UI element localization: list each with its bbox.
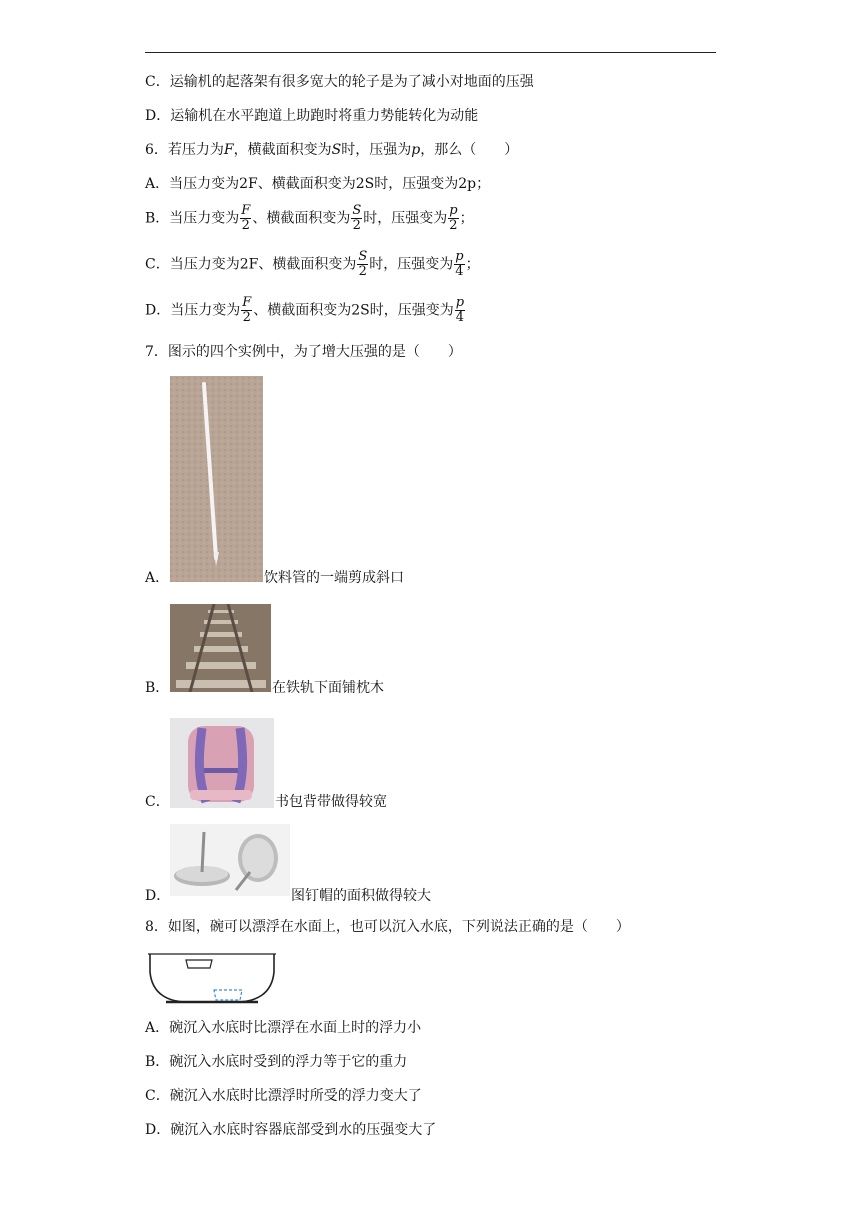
q7-option-d-caption: 图钉帽的面积做得较大 (291, 888, 431, 904)
q6-option-a: A．当压力变为2F、横截面积变为2S时，压强变为2p； (145, 176, 491, 192)
q8-option-b: B．碗沉入水底时受到的浮力等于它的重力 (145, 1054, 408, 1070)
straw-image (170, 376, 263, 582)
fraction-s-over-2: $\frac{S}{2}$ (358, 249, 368, 279)
q6-option-d: D．当压力变为 $\frac{F}{2}$ 、横截面积变为2S时，压强变为 $\frac{p}{4}$ (145, 295, 465, 325)
bowl-container-diagram (146, 950, 278, 1008)
q5-option-d: D．运输机在水平跑道上助跑时将重力势能转化为动能 (145, 108, 479, 124)
q6-option-b: B．当压力变为 $\frac{F}{2}$ 、横截面积变为 $\frac{S}{2}$ 时，压强变为 $\frac{p}{2}$ ； (145, 203, 474, 233)
thumbtack-image (170, 824, 290, 896)
fraction-p-over-4: $\frac{p}{4}$ (455, 295, 465, 325)
fraction-f-over-2: $\frac{F}{2}$ (241, 203, 251, 233)
header-rule (145, 52, 716, 53)
fraction-s-over-2: $\frac{S}{2}$ (352, 203, 362, 233)
q8-option-a: A．碗沉入水底时比漂浮在水面上时的浮力小 (145, 1020, 422, 1036)
q7-option-a-caption: 饮料管的一端剪成斜口 (264, 570, 404, 586)
q7-option-d-letter: D． (145, 888, 171, 904)
q7-option-c-caption: 书包背带做得较宽 (275, 794, 387, 810)
q7-stem: 7．图示的四个实例中，为了增大压强的是（ ） (145, 344, 462, 360)
railway-image (170, 604, 271, 692)
q6-stem: 6．若压力为F，横截面积变为S时，压强为p，那么（ ） (145, 142, 519, 158)
q7-option-b-letter: B． (145, 680, 170, 696)
q8-stem: 8．如图，碗可以漂浮在水面上，也可以沉入水底，下列说法正确的是（ ） (145, 919, 630, 935)
q8-option-d: D．碗沉入水底时容器底部受到水的压强变大了 (145, 1122, 437, 1138)
q7-option-b-caption: 在铁轨下面铺枕木 (272, 680, 384, 696)
q5-option-c: C．运输机的起落架有很多宽大的轮子是为了减小对地面的压强 (145, 74, 534, 90)
fraction-p-over-4: $\frac{p}{4}$ (455, 249, 464, 279)
fraction-f-over-2: $\frac{F}{2}$ (242, 295, 252, 325)
q7-option-a-letter: A． (145, 570, 170, 586)
q7-option-c-letter: C． (145, 794, 170, 810)
fraction-p-over-2: $\frac{p}{2}$ (449, 203, 458, 233)
q8-option-c: C．碗沉入水底时比漂浮时所受的浮力变大了 (145, 1088, 422, 1104)
backpack-image (170, 718, 274, 808)
q6-option-c: C．当压力变为2F、横截面积变为 $\frac{S}{2}$ 时，压强变为 $\frac{p}{4}$ ； (145, 249, 480, 279)
